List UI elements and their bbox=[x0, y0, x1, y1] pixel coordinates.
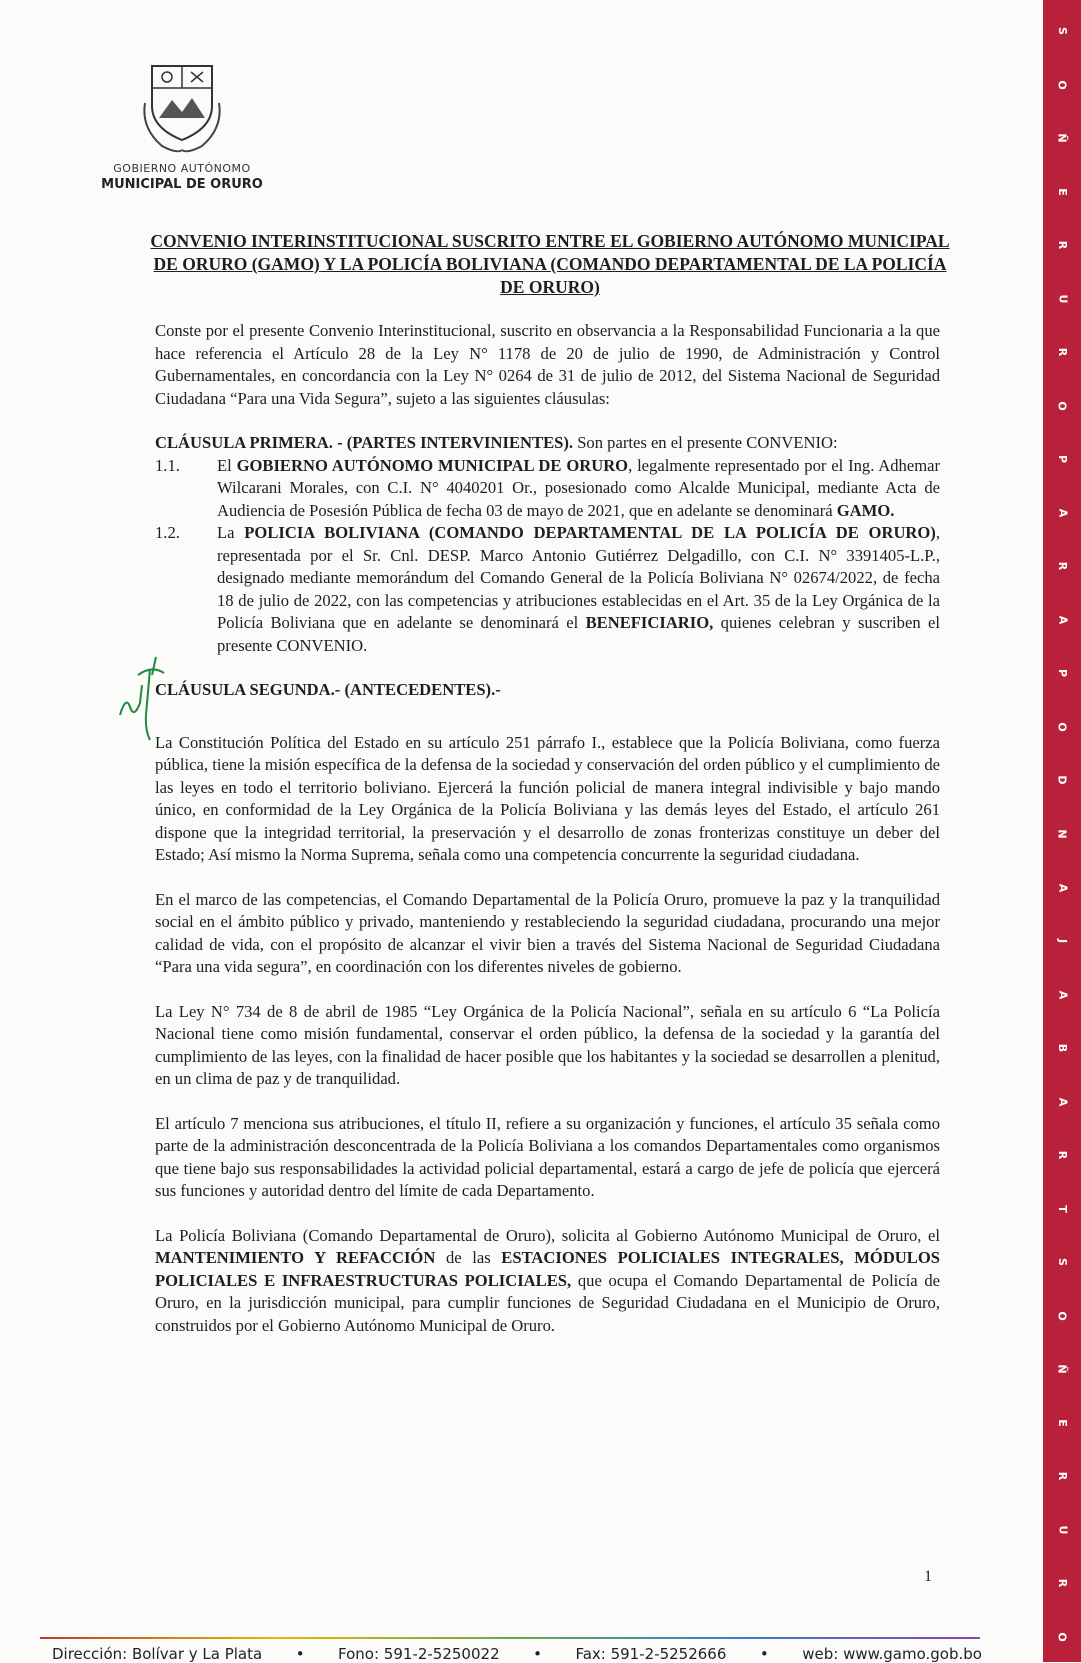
band-letter: R bbox=[1055, 240, 1069, 250]
band-letter: O bbox=[1055, 79, 1069, 90]
side-slogan-band bbox=[1043, 0, 1081, 1662]
band-letter: A bbox=[1055, 990, 1069, 999]
institution-line-1: GOBIERNO AUTÓNOMO bbox=[113, 162, 251, 175]
band-letter: O bbox=[1055, 1311, 1069, 1321]
band-letter: S bbox=[1056, 27, 1069, 35]
clause-1 bbox=[155, 432, 940, 657]
band-letter: A bbox=[1055, 615, 1069, 625]
background-paragraph: En el marco de las competencias, el Comando Departamental de la Policía Oruro, promueve la paz y la tranquilidad social en el ámbito público y privado, manteniendo y restableciendo la seguridad ciudadana, procurando una mejor calidad de vida, con el propósito de alcanzar el vivir bien a través del Sistema Nacional de Seguridad Ciudadana “Para una vida segura”, en coordinación con los diferentes niveles de gobierno. bbox=[155, 889, 940, 976]
handwritten-initials bbox=[112, 645, 172, 745]
band-letter: T bbox=[1055, 1204, 1069, 1213]
band-letter: O bbox=[1055, 1632, 1069, 1642]
footer-separator: • bbox=[759, 1645, 769, 1663]
band-letter: U bbox=[1056, 1525, 1069, 1535]
page-number: 1 bbox=[924, 1568, 932, 1585]
band-letter: O bbox=[1055, 722, 1069, 732]
band-letter: Ñ bbox=[1056, 133, 1069, 143]
institution-line-2: MUNICIPAL DE ORURO bbox=[101, 177, 263, 192]
background-paragraph: El artículo 7 menciona sus atribuciones, el título II, refiere a su organización y funciones, el artículo 35 señala como parte de la administración desconcentrada de la Policía Boliviana a los comandos Departamentales como organismos que tiene bajo sus responsabilidades la actividad policial departamental, estará a cargo de jefe de policía que ejercerá sus funciones y autoridad dentro del límite de cada Departamento. bbox=[155, 1113, 940, 1200]
item-text: La POLICIA BOLIVIANA (COMANDO DEPARTAMENTAL DE LA POLICÍA DE ORURO), representada por el Sr. Cnl. DESP. Marco Antonio Gutiérrez Delgadillo, con C.I. N° 3391405-L.P., designado mediante memorándum del Comando General de la Policía Boliviana N° 02674/2022, de fecha 18 de julio de 2022, con las competencias y atribuciones establecidas en el Art. 35 de la Ley Orgánica de la Policía Boliviana que en adelante se denominará el BENEFICIARIO, quienes celebran y suscriben el presente CONVENIO. bbox=[217, 523, 940, 655]
document-title: CONVENIO INTERINSTITUCIONAL SUSCRITO ENTRE EL GOBIERNO AUTÓNOMO MUNICIPAL DE ORURO (GAMO) Y LA POLICÍA BOLIVIANA (COMANDO DEPARTAMENTAL DE LA POLICÍA DE ORURO) bbox=[150, 231, 950, 297]
band-letter: A bbox=[1055, 883, 1069, 892]
band-letter: O bbox=[1055, 401, 1069, 411]
municipal-logo bbox=[96, 58, 268, 192]
footer bbox=[52, 1645, 982, 1663]
background-paragraph: La Ley N° 734 de 8 de abril de 1985 “Ley Orgánica de la Policía Nacional”, señala en su artículo 6 “La Policía Nacional tiene como misión fundamental, conservar el orden público, la defensa de la sociedad y la garantía del cumplimiento de las leyes, con la finalidad de hacer posible que los habitantes y la sociedad se desarrollen a plenitud, en un clima de paz y de tranquilidad. bbox=[155, 1001, 940, 1088]
band-letter: R bbox=[1055, 347, 1069, 357]
band-letter: A bbox=[1055, 508, 1069, 518]
document-body bbox=[155, 320, 940, 1359]
item-text: El GOBIERNO AUTÓNOMO MUNICIPAL DE ORURO, legalmente representado por el Ing. Adhemar Wilcarani Morales, con C.I. N° 4040201 Or., posesionado como Alcalde Municipal, mediante Acta de Audiencia de Posesión Pública de fecha 03 de mayo de 2021, que en adelante se denominará GAMO. bbox=[217, 455, 940, 520]
band-letter: B bbox=[1055, 1043, 1069, 1053]
footer-separator: • bbox=[533, 1645, 542, 1663]
clause-1-heading: CLÁUSULA PRIMERA. - (PARTES INTERVINIENTES). bbox=[155, 433, 574, 452]
band-letter: R bbox=[1055, 562, 1069, 571]
intro-paragraph: Conste por el presente Convenio Interinstitucional, suscrito en observancia a la Responsabilidad Funcionaria a la que hace referencia el Artículo 28 de la Ley N° 1178 de 20 de julio de 1990, de Administración y Control Gubernamentales, en concordancia con la Ley N° 0264 de 31 de julio de 2012, del Sistema Nacional de Seguridad Ciudadana “Para una Vida Segura”, sujeto a las siguientes cláusulas: bbox=[155, 321, 940, 408]
clause-2-heading: CLÁUSULA SEGUNDA.- (ANTECEDENTES).- bbox=[155, 680, 501, 699]
footer-website[interactable]: web: www.gamo.gob.bo bbox=[802, 1645, 982, 1663]
band-letter: E bbox=[1055, 187, 1069, 196]
coat-of-arms-icon bbox=[127, 58, 237, 158]
band-letter: E bbox=[1055, 1419, 1069, 1427]
band-letter: R bbox=[1055, 1579, 1069, 1588]
band-letter: R bbox=[1055, 1472, 1069, 1481]
band-letter: R bbox=[1055, 1150, 1069, 1160]
item-number: 1.1. bbox=[155, 455, 180, 475]
footer-address: Dirección: Bolívar y La Plata bbox=[52, 1645, 263, 1663]
band-letter: Ñ bbox=[1056, 1364, 1069, 1374]
footer-divider bbox=[40, 1637, 980, 1639]
band-letter: U bbox=[1056, 294, 1069, 304]
band-letter: N bbox=[1056, 829, 1069, 839]
band-letter: D bbox=[1055, 775, 1069, 786]
footer-separator: • bbox=[295, 1645, 305, 1663]
background-paragraph: La Constitución Política del Estado en su artículo 251 párrafo I., establece que la Policía Boliviana, como fuerza pública, tiene la misión específica de la defensa de la sociedad y conservación del orden público y el cumplimiento de las leyes en todo el territorio boliviano. Ejercerá la función policial de manera integral indivisible y bajo mando único, en conformidad de la Ley Orgánica de la Policía Boliviana y las demás leyes del Estado, el artículo 261 dispone que la integridad territorial, la preservación y el desarrollo de zonas fronterizas constituye un deber del Estado; Así mismo la Norma Suprema, señala como una competencia concurrente la seguridad ciudadana. bbox=[155, 732, 940, 864]
clause-1-lead: Son partes en el presente CONVENIO: bbox=[577, 433, 838, 452]
band-letter: S bbox=[1056, 1258, 1069, 1267]
clause-item bbox=[155, 455, 940, 523]
item-number: 1.2. bbox=[155, 523, 180, 542]
request-paragraph: La Policía Boliviana (Comando Departamental de Oruro), solicita al Gobierno Autónomo Municipal de Oruro, el MANTENIMIENTO Y REFACCIÓN de las ESTACIONES POLICIALES INTEGRALES, MÓDULOS POLICIALES E INFRAESTRUCTURAS POLICIALES, que ocupa el Comando Departamental de Policía de Oruro, en la jurisdicción municipal, para cumplir funciones de Seguridad Ciudadana en el Municipio de Oruro, construidos por el Gobierno Autónomo Municipal de Oruro. bbox=[155, 1225, 940, 1335]
band-letter: A bbox=[1055, 1097, 1069, 1106]
clause-item bbox=[155, 522, 940, 657]
band-letter: P bbox=[1056, 455, 1069, 464]
footer-fax: Fax: 591-2-5252666 bbox=[575, 1645, 727, 1663]
band-letter: J bbox=[1056, 938, 1069, 944]
band-letter: P bbox=[1056, 669, 1069, 678]
footer-phone: Fono: 591-2-5250022 bbox=[338, 1645, 500, 1663]
